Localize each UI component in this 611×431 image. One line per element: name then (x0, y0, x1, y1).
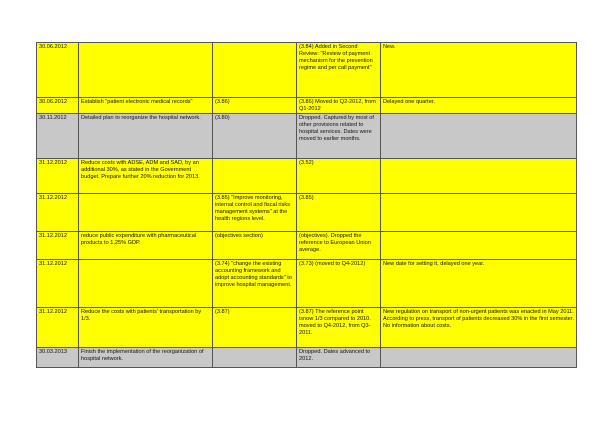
measure-cell: Finish the implementation of the reorganization of hospital network. (79, 347, 213, 367)
date-cell: 31.12.2012 (37, 193, 79, 231)
date-cell: 30.03.2013 (37, 347, 79, 367)
status-cell: (3.87) The reference point isnow 1/3 compared to 2010. moved to Q4-2012, from Q3-2011. (297, 307, 381, 347)
table-row (37, 259, 577, 307)
status-cell: (3.52) (297, 158, 381, 193)
measure-cell: reduce public expenditure with pharmaceutical products to 1,25% GDP. (79, 231, 213, 259)
table-row (37, 307, 577, 347)
table-row (37, 43, 577, 98)
table-row (37, 158, 577, 193)
date-cell: 31.12.2012 (37, 259, 79, 307)
status-cell: (objectives). Dropped the reference to European Union average. (297, 231, 381, 259)
status-cell: Dropped. Captured by most of other provisions related to hospital services. Dates were moved to earlier months. (297, 113, 381, 158)
comment-cell (381, 231, 577, 259)
reference-cell (213, 43, 297, 98)
measure-cell (79, 43, 213, 98)
measures-table-body (37, 43, 577, 368)
date-cell: 30.11.2012 (37, 113, 79, 158)
measure-cell (79, 193, 213, 231)
comment-cell (381, 193, 577, 231)
table-row (37, 98, 577, 114)
reference-cell: (3.80) (213, 113, 297, 158)
measure-cell: Detailed plan to reorganize the hospital network. (79, 113, 213, 158)
measures-table (36, 42, 577, 368)
comment-cell: New date for setting it, delayed one year. (381, 259, 577, 307)
table-row (37, 231, 577, 259)
reference-cell (213, 158, 297, 193)
status-cell: (3.84) Added in Second Review: "Review of payment mechanism for the prevention regime and per call payment" (297, 43, 381, 98)
status-cell: Dropped. Dates advanced to 2012. (297, 347, 381, 367)
date-cell: 30.06.2012 (37, 98, 79, 114)
reference-cell: (objectives section) (213, 231, 297, 259)
measure-cell (79, 259, 213, 307)
measure-cell: Establish "patient electronic medical records" (79, 98, 213, 114)
reference-cell: (3.87) (213, 307, 297, 347)
date-cell: 31.12.2012 (37, 307, 79, 347)
status-cell: (3.86) Moved to Q2-2012, from Q1-2012 (297, 98, 381, 114)
comment-cell: New regulation on transport of non-urgent patients was enacted in May 2011. According to press, transport of patients decreased 30% in the first semester. No information about costs. (381, 307, 577, 347)
reference-cell: (3.86) (213, 98, 297, 114)
measure-cell: Reduce costs with ADSE, ADM and SAD, by an additional 30%, as stated in the Government budget. Prepare further 20% reduction for 2013. (79, 158, 213, 193)
reference-cell: (3.74) "change the existing accounting framework and adopt accounting standards" to improve hospital management. (213, 259, 297, 307)
table-row (37, 347, 577, 367)
comment-cell (381, 347, 577, 367)
date-cell: 31.12.2012 (37, 231, 79, 259)
comment-cell (381, 158, 577, 193)
date-cell: 30.06.2012 (37, 43, 79, 98)
reference-cell (213, 347, 297, 367)
reference-cell: (3.85) "Improve monitoring, internal control and fiscal risks management systems" at the health regions level. (213, 193, 297, 231)
status-cell: (3.73) (moved to Q4-2012) (297, 259, 381, 307)
table-row (37, 113, 577, 158)
date-cell: 31.12.2012 (37, 158, 79, 193)
comment-cell: New. (381, 43, 577, 98)
comment-cell: Delayed one quarter. (381, 98, 577, 114)
comment-cell (381, 113, 577, 158)
status-cell: (3.85) (297, 193, 381, 231)
measure-cell: Reduce the costs with patients' transportation by 1/3. (79, 307, 213, 347)
table-row (37, 193, 577, 231)
